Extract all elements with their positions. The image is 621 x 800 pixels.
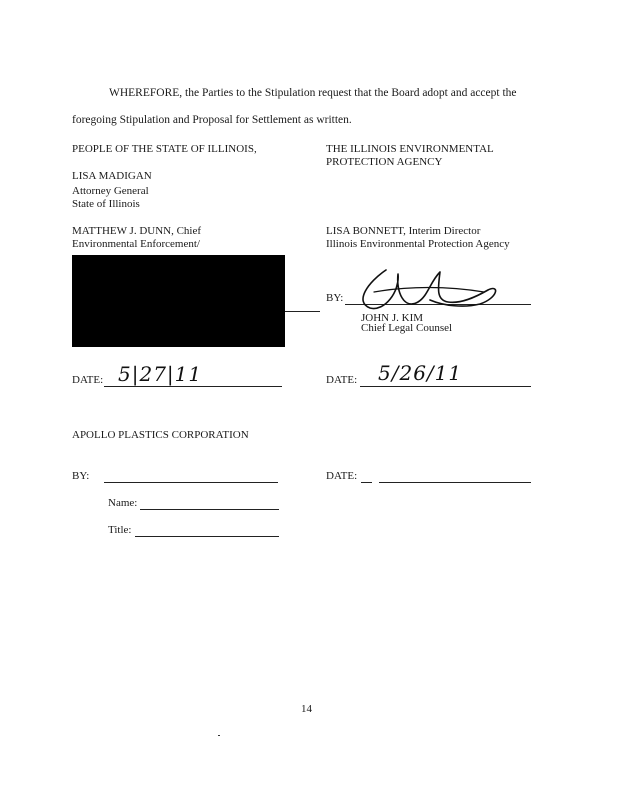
apollo-name-label: Name: bbox=[108, 497, 138, 509]
official-name: MATTHEW J. DUNN, Chief bbox=[72, 225, 202, 237]
ag-title: Attorney General bbox=[72, 185, 149, 197]
apollo-date-line-short bbox=[361, 482, 372, 483]
signer-name: JOHN J. KIM bbox=[361, 312, 424, 324]
apollo-by-label: BY: bbox=[72, 470, 90, 482]
ag-name: LISA MADIGAN bbox=[72, 170, 152, 182]
redacted-signature-block bbox=[72, 255, 285, 347]
left-party: PEOPLE OF THE STATE OF ILLINOIS, bbox=[72, 143, 257, 155]
apollo-date-label: DATE: bbox=[326, 470, 358, 482]
official-dept: Environmental Enforcement/ bbox=[72, 238, 200, 250]
apollo-date-line bbox=[379, 482, 531, 483]
right-date-label: DATE: bbox=[326, 374, 358, 386]
left-signature-line bbox=[285, 311, 320, 312]
right-date-line bbox=[360, 386, 531, 387]
apollo-title-label: Title: bbox=[108, 524, 132, 536]
director-name: LISA BONNETT, Interim Director bbox=[326, 225, 481, 237]
apollo-signature-line bbox=[104, 482, 278, 483]
agency-name: Illinois Environmental Protection Agency bbox=[326, 238, 510, 250]
page-number: 14 bbox=[301, 703, 312, 715]
right-party-line-2: PROTECTION AGENCY bbox=[326, 156, 443, 168]
signer-title: Chief Legal Counsel bbox=[361, 322, 453, 334]
right-by-label: BY: bbox=[326, 292, 344, 304]
ag-state: State of Illinois bbox=[72, 198, 140, 210]
scan-speck bbox=[218, 735, 220, 736]
right-party-line-1: THE ILLINOIS ENVIRONMENTAL bbox=[326, 143, 494, 155]
apollo-name-line bbox=[140, 509, 279, 510]
body-line-1: WHEREFORE, the Parties to the Stipulation request that the Board adopt and accept the bbox=[109, 87, 517, 99]
right-date-handwritten: 5/26/11 bbox=[378, 361, 463, 385]
left-date-line bbox=[104, 386, 282, 387]
apollo-company: APOLLO PLASTICS CORPORATION bbox=[72, 429, 249, 441]
left-date-handwritten: 5|27|11 bbox=[118, 362, 203, 386]
apollo-title-line bbox=[135, 536, 279, 537]
body-line-2: foregoing Stipulation and Proposal for Settlement as written. bbox=[72, 114, 352, 126]
left-date-label: DATE: bbox=[72, 374, 104, 386]
